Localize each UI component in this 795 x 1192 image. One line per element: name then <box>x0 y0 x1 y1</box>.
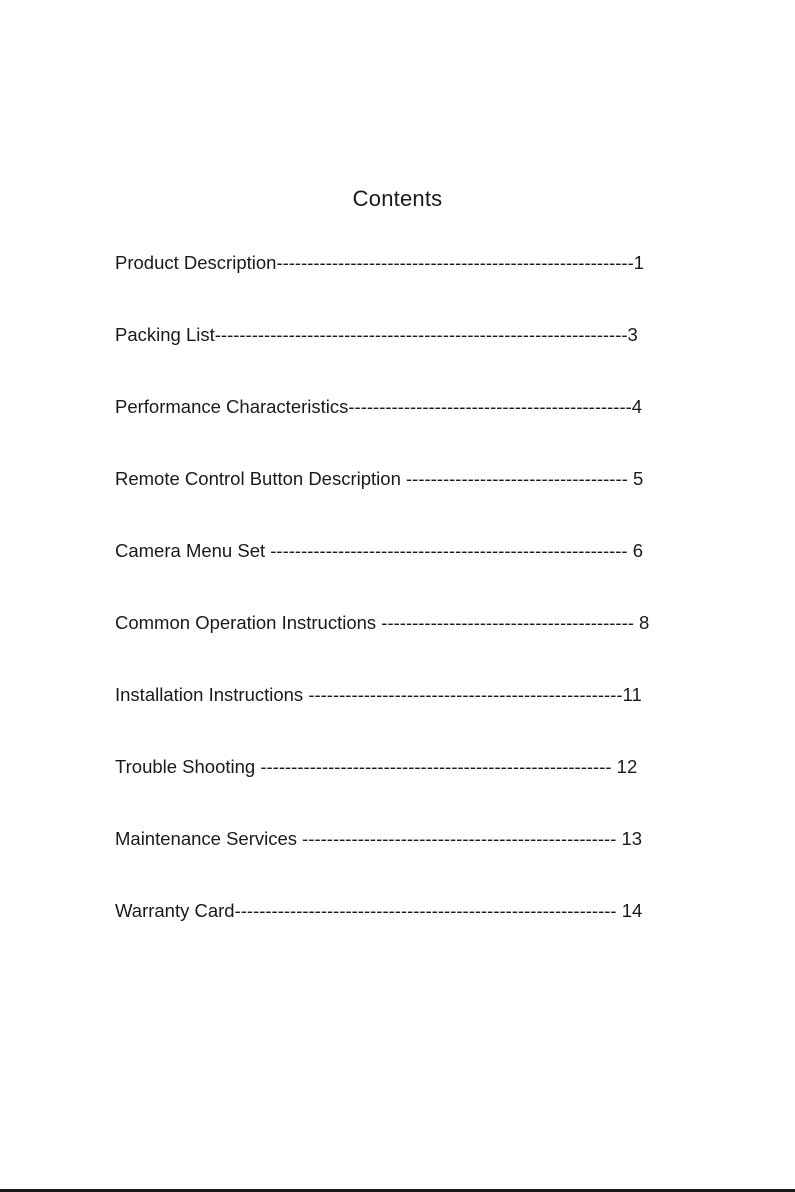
toc-entry-product-description[interactable] <box>115 252 695 324</box>
toc-entry-page-number: 14 <box>621 900 643 921</box>
toc-entry-page-number: 12 <box>616 756 638 777</box>
toc-entry-performance-characteristics[interactable] <box>115 396 695 468</box>
toc-entry-page-number: 1 <box>633 252 645 273</box>
toc-entry-leader: -------------------------------------------------------------- <box>234 900 622 921</box>
toc-entry-camera-menu-set[interactable] <box>115 540 695 612</box>
toc-entry-trouble-shooting[interactable] <box>115 756 695 828</box>
table-of-contents <box>115 252 695 972</box>
toc-entry-label: Product Description <box>115 252 277 273</box>
toc-entry-leader: --------------------------------------------------------- <box>255 756 617 777</box>
toc-entry-remote-control-button-description[interactable] <box>115 468 695 540</box>
toc-entry-label: Packing List <box>115 324 215 345</box>
toc-entry-leader: --------------------------------------------------- <box>297 828 622 849</box>
toc-entry-label: Warranty Card <box>115 900 235 921</box>
toc-entry-page-number: 8 <box>639 612 650 633</box>
toc-entry-page-number: 13 <box>621 828 643 849</box>
toc-entry-leader: ---------------------------------------------------------- <box>276 252 634 273</box>
toc-entry-leader: ------------------------------------------------------------------- <box>214 324 628 345</box>
toc-entry-leader: ---------------------------------------------- <box>348 396 632 417</box>
toc-entry-page-number: 6 <box>632 540 644 561</box>
toc-entry-page-number: 3 <box>627 324 638 345</box>
page-title: Contents <box>352 186 443 211</box>
toc-entry-common-operation-instructions[interactable] <box>115 612 695 684</box>
toc-entry-warranty-card[interactable] <box>115 900 695 972</box>
toc-entry-label: Installation Instructions <box>115 684 304 705</box>
toc-entry-label: Trouble Shooting <box>115 756 256 777</box>
toc-entry-label: Remote Control Button Description <box>115 468 401 489</box>
toc-entry-label: Maintenance Services <box>115 828 298 849</box>
toc-entry-packing-list[interactable] <box>115 324 695 396</box>
toc-entry-label: Performance Characteristics <box>115 396 349 417</box>
toc-entry-installation-instructions[interactable] <box>115 684 695 756</box>
toc-entry-leader: ---------------------------------------------------------- <box>265 540 633 561</box>
toc-entry-maintenance-services[interactable] <box>115 828 695 900</box>
toc-entry-page-number: 5 <box>632 468 644 489</box>
toc-entry-label: Common Operation Instructions <box>115 612 377 633</box>
toc-entry-label: Camera Menu Set <box>115 540 266 561</box>
toc-entry-page-number: 11 <box>622 684 642 705</box>
toc-entry-leader: --------------------------------------------------- <box>303 684 623 705</box>
toc-entry-leader: ----------------------------------------- <box>376 612 640 633</box>
toc-entry-page-number: 4 <box>631 396 643 417</box>
toc-entry-leader: ------------------------------------ <box>400 468 633 489</box>
